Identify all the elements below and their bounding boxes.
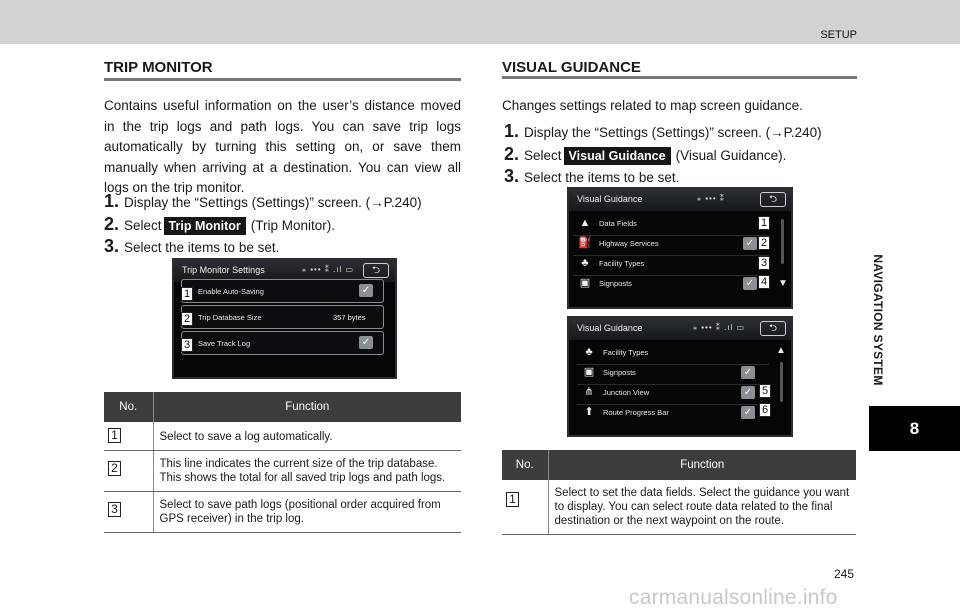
status-icons: ⁎ ▪•• ⁑ .ıl ▭ — [302, 265, 355, 274]
col-header-no: No. — [104, 392, 153, 422]
callout-6: 6 — [759, 403, 771, 417]
vg-function-table — [502, 450, 856, 535]
back-button[interactable]: ⮌ — [363, 263, 389, 278]
setting-row-auto-saving[interactable] — [181, 279, 384, 303]
trip-monitor-button[interactable]: Trip Monitor — [164, 217, 246, 235]
route-arrow-icon: ⬆ — [584, 406, 594, 418]
trip-monitor-screen — [172, 258, 397, 379]
row-label: Trip Database Size — [198, 313, 262, 322]
row-label: Route Progress Bar — [603, 408, 669, 417]
check-icon[interactable]: ✓ — [359, 284, 373, 297]
screen-titlebar — [569, 189, 791, 211]
trip-step-2 — [104, 214, 335, 235]
trip-monitor-intro: Contains useful information on the user’s distance moved in the trip logs and path logs. You can save trip logs automatically by turning this setting on, or save them manually when arriving at a destination. You can view all logs on the trip monitor. — [104, 98, 461, 195]
callout-3: 3 — [758, 256, 770, 270]
callout-4: 4 — [758, 275, 770, 289]
col-header-no: No. — [502, 450, 548, 480]
col-header-function: Function — [153, 392, 461, 422]
row-function: Select to save path logs (positional order acquired from GPS receiver) in the trip log. — [153, 492, 461, 533]
table-row — [104, 492, 461, 533]
step-text: Display the “Settings (Settings)” screen. (→P.240) — [124, 195, 422, 210]
row-label: Facility Types — [603, 348, 649, 357]
car-icon: ▲ — [579, 217, 591, 229]
trip-function-table — [104, 392, 461, 533]
step-number: 2. — [504, 144, 520, 164]
setting-row-route-progress-bar[interactable] — [577, 401, 769, 425]
callout-2: 2 — [758, 236, 770, 250]
scrollbar[interactable] — [780, 362, 783, 402]
screen-titlebar — [569, 318, 791, 340]
row-label: Signposts — [603, 368, 636, 377]
row-label: Facility Types — [599, 259, 645, 268]
heading-rule — [502, 76, 857, 79]
setting-row-signposts[interactable] — [573, 272, 769, 296]
step-number: 2. — [104, 214, 120, 234]
step-number: 1. — [504, 121, 520, 141]
back-button[interactable]: ⮌ — [760, 321, 786, 336]
visual-guidance-screen-1 — [567, 187, 793, 309]
callout-1: 1 — [181, 287, 193, 301]
row-function: Select to save a log automatically. — [153, 422, 461, 451]
page-number: 245 — [834, 567, 855, 581]
row-number: 3 — [108, 502, 121, 517]
status-icons: ⁎ ▪•• ⁑ .ıl ▭ — [693, 323, 746, 332]
step-text: (Trip Monitor). — [250, 218, 336, 233]
step-number: 1. — [104, 191, 120, 211]
step-text: Select the items to be set. — [524, 170, 680, 185]
facility-icon: ♣ — [581, 257, 589, 269]
scroll-down-icon[interactable]: ▼ — [778, 278, 788, 289]
visual-guidance-intro: Changes settings related to map screen guidance. — [502, 98, 803, 113]
visual-guidance-heading: VISUAL GUIDANCE — [502, 59, 641, 76]
row-value: 357 bytes — [333, 313, 366, 322]
signpost-icon: ▣ — [579, 277, 591, 289]
table-row — [104, 422, 461, 451]
row-function: This line indicates the current size of the trip database. This shows the total for all saved trip logs and path logs. — [153, 451, 461, 492]
check-icon[interactable]: ✓ — [743, 277, 757, 290]
section-label: SETUP — [820, 29, 857, 41]
row-function: Select to set the data fields. Select the guidance you want to display. You can select route data related to the final destination or the next waypoint on the route. — [548, 480, 856, 535]
check-icon[interactable]: ✓ — [359, 336, 373, 349]
row-number: 1 — [108, 428, 121, 443]
side-tab — [858, 240, 898, 400]
setting-row-trip-database-size — [181, 305, 384, 329]
visual-guidance-button[interactable]: Visual Guidance — [564, 147, 671, 165]
check-icon[interactable]: ✓ — [741, 406, 755, 419]
row-label: Highway Services — [599, 239, 659, 248]
row-label: Signposts — [599, 279, 632, 288]
scrollbar[interactable] — [781, 219, 784, 264]
callout-2: 2 — [181, 312, 193, 326]
scroll-up-icon[interactable]: ▲ — [776, 345, 786, 356]
row-number: 1 — [506, 492, 519, 507]
row-label: Save Track Log — [198, 339, 251, 348]
check-icon[interactable]: ✓ — [743, 237, 757, 250]
visual-guidance-screen-2 — [567, 316, 793, 437]
page-header-bar — [0, 0, 960, 44]
vg-step-2 — [504, 144, 786, 165]
trip-step-1 — [104, 191, 422, 212]
heading-rule — [104, 78, 461, 81]
step-text: Display the “Settings (Settings)” screen. (→P.240) — [524, 125, 822, 140]
signpost-icon: ▣ — [583, 366, 595, 378]
callout-3: 3 — [181, 338, 193, 352]
step-text: (Visual Guidance). — [675, 148, 787, 163]
vg-step-1 — [504, 121, 822, 142]
screen-title: Trip Monitor Settings — [182, 265, 265, 275]
callout-5: 5 — [759, 384, 771, 398]
junction-icon: ⋔ — [584, 386, 594, 398]
col-header-function: Function — [548, 450, 856, 480]
check-icon[interactable]: ✓ — [741, 366, 755, 379]
step-text: Select the items to be set. — [124, 240, 280, 255]
step-text: Select — [524, 148, 562, 163]
row-label: Enable Auto-Saving — [198, 287, 264, 296]
step-number: 3. — [504, 166, 520, 186]
side-tab-label: NAVIGATION SYSTEM — [871, 254, 885, 386]
step-number: 3. — [104, 236, 120, 256]
watermark: carmanualsonline.info — [629, 586, 838, 609]
screen-title: Visual Guidance — [577, 323, 643, 333]
screen-title: Visual Guidance — [577, 194, 643, 204]
vg-step-3 — [504, 166, 679, 187]
chapter-number: 8 — [869, 406, 960, 451]
row-label: Data Fields — [599, 219, 637, 228]
fuel-pump-icon: ⛽ — [578, 237, 592, 249]
row-number: 2 — [108, 461, 121, 476]
facility-icon: ♣ — [585, 346, 593, 358]
callout-1: 1 — [758, 216, 770, 230]
row-label: Junction View — [603, 388, 650, 397]
step-text: Select — [124, 218, 162, 233]
trip-step-3 — [104, 236, 279, 257]
setting-row-save-track-log[interactable] — [181, 331, 384, 355]
status-icons: ⁎ ▪•• ⁑ — [697, 194, 725, 203]
table-row — [502, 480, 856, 535]
back-button[interactable]: ⮌ — [760, 192, 786, 207]
trip-monitor-heading: TRIP MONITOR — [104, 59, 213, 76]
table-row — [104, 451, 461, 492]
check-icon[interactable]: ✓ — [741, 386, 755, 399]
